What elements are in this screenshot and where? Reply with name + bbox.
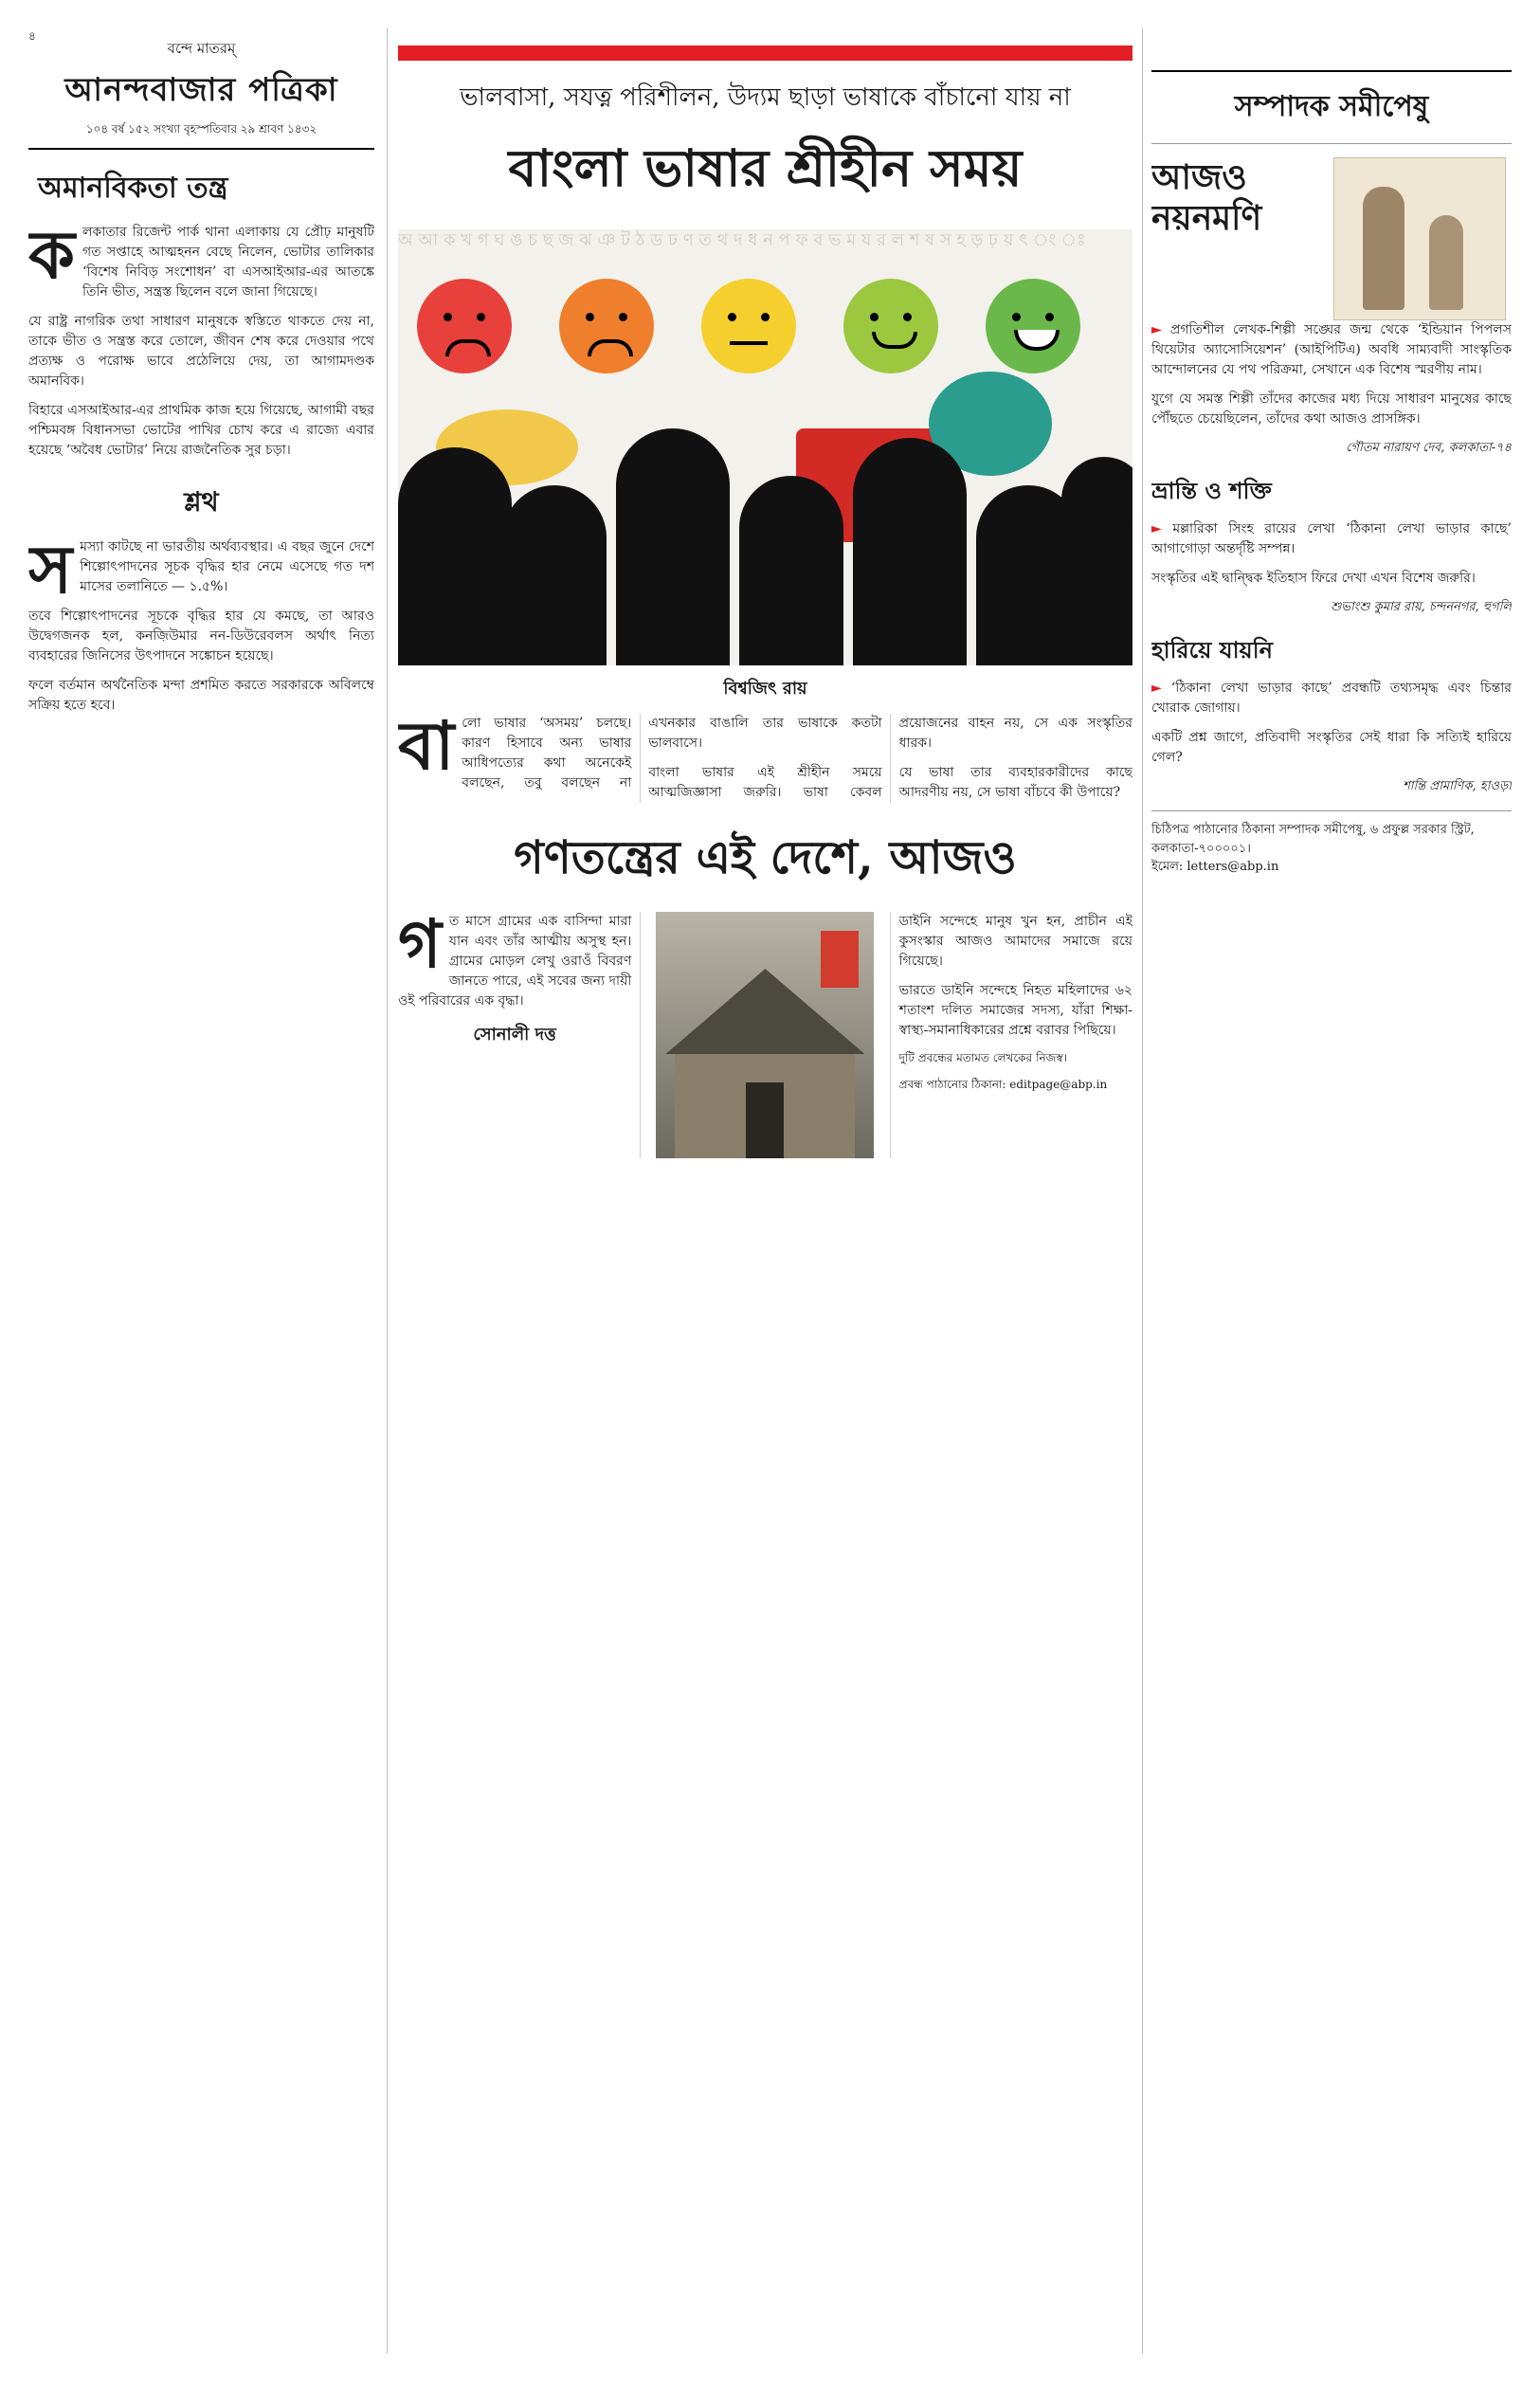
letter-signature: শুভাংশু কুমার রায়, চন্দননগর, হুগলি: [1331, 600, 1512, 614]
paragraph: লো ভাষার ‘অসময়’ চলছে। কারণ হিসাবে অন্য ভাষার আধিপত্যের কথা অনেকেই বলছেন, তবু বলছেন না এখনকার বাঙালি তার ভাষাকে কতটা ভালবাসে।: [462, 716, 882, 791]
arrow-icon: ►: [1151, 322, 1162, 337]
sketch-illustration: [1333, 157, 1506, 320]
hut-door: [746, 1082, 784, 1158]
paragraph: ভারতে ডাইনি সন্দেহে নিহত মহিলাদের ৬২ শতাংশ দলিত সমাজের সদস্য, যাঁরা শিক্ষা-স্বাস্থ্য-সমানাধিকারের প্রশ্নে বরাবর পিছিয়ে।: [898, 983, 1132, 1038]
letters-email[interactable]: ইমেল: letters@abp.in: [1151, 860, 1279, 874]
masthead-title: আনন্দবাজার পত্রিকা: [64, 71, 338, 109]
masthead-motto: বন্দে মাতরম্: [167, 40, 236, 57]
paragraph: ► ‘ঠিকানা লেখা ভাড়ার কাছে’ প্রবন্ধটি তথ্যসমৃদ্ধ এবং চিন্তার খোরাক জোগায়।: [1151, 681, 1512, 716]
second-headline: গণতন্ত্রের এই দেশে, আজও: [514, 831, 1017, 884]
lead-illustration: [398, 229, 1132, 665]
editorial-body: [28, 530, 374, 716]
center-column: [398, 28, 1132, 2354]
silhouette: [853, 438, 967, 665]
postal-address: চিঠিপত্র পাঠানোর ঠিকানা সম্পাদক সমীপেষু, ৬ প্রফুল্ল সরকার স্ট্রিট, কলকাতা-৭০০০০১।: [1151, 823, 1475, 856]
sad-face-icon: [559, 279, 654, 373]
dropcap: স: [28, 530, 73, 609]
editorial-title: শ্লথ: [184, 486, 219, 518]
contact-email: প্রবন্ধ পাঠানোর ঠিকানা: editpage@abp.in: [898, 1078, 1108, 1091]
smile-face-icon: [843, 279, 938, 373]
letter-title: ভ্রান্তি ও শক্তি: [1151, 477, 1272, 504]
lead-body: [398, 706, 1132, 803]
figure-sketch: [1363, 187, 1404, 310]
letters-section-title: সম্পাদক সমীপেষু: [1151, 70, 1512, 144]
lead-headline: বাংলা ভাষার শ্রীহীন সময়: [508, 137, 1023, 198]
left-column: [28, 28, 374, 2354]
accent-bar: [398, 45, 1132, 61]
figure-sketch: [1429, 215, 1463, 310]
dropcap: গ: [398, 904, 442, 983]
letter-signature: গৌতম নারায়ণ দেব, কলকাতা-৭৪: [1346, 441, 1512, 455]
happy-face-icon: [986, 279, 1080, 373]
paragraph: সংস্কৃতির এই দ্বান্দ্বিক ইতিহাস ফিরে দেখা এখন বিশেষ জরুরি।: [1151, 571, 1476, 586]
angry-face-icon: [417, 279, 512, 373]
footnote: দুটি প্রবন্ধের মতামত লেখকের নিজস্ব।: [898, 1051, 1068, 1064]
editorial-title: অমানবিকতা তন্ত্র: [38, 172, 228, 205]
paragraph: ডাইনি সন্দেহে মানুষ খুন হন, প্রাচীন এই কুসংস্কার আজও আমাদের সমাজে রয়ে গিয়েছে।: [898, 914, 1132, 969]
dateline: ১০৪ বর্ষ ১৫২ সংখ্যা বৃহস্পতিবার ২৯ শ্রাবণ ১৪৩২: [28, 121, 374, 150]
silhouette: [502, 485, 607, 665]
silhouette: [1061, 457, 1132, 665]
paragraph: ফলে বর্তমান অর্থনৈতিক মন্দা প্রশমিত করতে সরকারকে অবিলম্বে সক্রিয় হতে হবে।: [28, 678, 374, 713]
paragraph: যুগে যে সমস্ত শিল্পী তাঁদের কাজের মধ্য দিয়ে সাধারণ মানুষের কাছে পৌঁছতে চেয়েছিলেন, তাঁদের কথা আজও প্রাসঙ্গিক।: [1151, 391, 1512, 427]
paragraph: বাংলা ভাষার এই শ্রীহীন সময়ে আত্মজিজ্ঞাসা জরুরি। ভাষা কেবল প্রয়োজনের বাহন নয়, সে এক সংস্কৃতির ধারক।: [648, 716, 1132, 800]
paragraph: যে ভাষা তার ব্যবহারকারীদের কাছে আদরণীয় নয়, সে ভাষা বাঁচবে কী উপায়ে?: [898, 765, 1132, 800]
silhouette: [616, 428, 730, 665]
arrow-icon: ►: [1151, 521, 1162, 536]
dropcap: বা: [398, 706, 455, 785]
paragraph: যে রাষ্ট্র নাগরিক তথা সাধারণ মানুষকে স্বস্তিতে থাকতে দেয় না, তাকে ভীত ও সন্ত্রস্ত করে তোলে, জীবন শেষ করে দেওয়ার পথে প্রত্যক্ষ ও পরোক্ষ ভাবে প্রঠেলিয়ে দেয়, তা আগামদণ্ডক অমানবিক।: [28, 314, 374, 389]
paragraph: লকাতার রিজেন্ট পার্ক থানা এলাকায় যে প্রৌঢ় মানুষটি গত সপ্তাহে আত্মহনন বেছে নিলেন, ভোটার তালিকার ‘বিশেষ নিবিড় সংশোধন’ বা এসআইআর-এর আতঙ্কে তিনি ভীত, সন্ত্রস্ত ছিলেন বলে জানা গিয়েছে।: [82, 225, 374, 300]
paragraph: ► প্রগতিশীল লেখক-শিল্পী সঙ্ঘের জন্ম থেকে ‘ইন্ডিয়ান পিপলস থিয়েটার অ্যাসোসিয়েশন’ (আইপিটিএ) অবধি সাম্যবাদী সাংস্কৃতিক আন্দোলনের যে পথ পরিক্রমা, সেখানে এক বিশেষ স্মরণীয় নাম।: [1151, 322, 1512, 377]
column-divider: [1142, 28, 1143, 2354]
paragraph: তবে শিল্পোৎপাদনের সূচকে বৃদ্ধির হার যে কমছে, তা আরও উদ্বেগজনক হল, কনজ়িউমার নন-ডিউরেবলস অর্থাৎ নিত্য ব্যবহারের জিনিসের উৎপাদনে সঙ্কোচন হয়েছে।: [28, 609, 374, 664]
letter-signature: শান্তি প্রামাণিক, হাওড়া: [1403, 779, 1512, 793]
silhouette: [739, 476, 843, 665]
letter-header: [1151, 157, 1512, 320]
lead-kicker: ভালবাসা, সযত্ন পরিশীলন, উদ্যম ছাড়া ভাষাকে বাঁচানো যায় না: [460, 83, 1071, 112]
neutral-face-icon: [701, 279, 796, 373]
folio: ৪: [28, 29, 36, 43]
paragraph: একটি প্রশ্ন জাগে, প্রতিবাদী সংস্কৃতির সেই ধারা কি সত্যিই হারিয়ে গেল?: [1151, 730, 1512, 765]
letter-title: হারিয়ে যায়নি: [1151, 636, 1273, 664]
column-divider: [387, 28, 388, 2354]
dropcap: ক: [28, 215, 75, 294]
paragraph: ► মল্লারিকা সিংহ রায়ের লেখা ‘ঠিকানা লেখা ভাড়ার কাছে’ আগাগোড়া অন্তর্দৃষ্টি সম্পন্ন।: [1151, 521, 1512, 556]
second-byline: সোনালী দত্ত: [473, 1025, 556, 1045]
letters-address: [1151, 810, 1512, 877]
letter-title: আজও নয়নমণি: [1151, 157, 1262, 239]
lead-byline: বিশ্বজিৎ রায়: [723, 679, 807, 699]
arrow-icon: ►: [1151, 681, 1162, 696]
silhouette: [398, 447, 512, 665]
hut-photo: [656, 912, 874, 1158]
paragraph: ত মাসে গ্রামের এক বাসিন্দা মারা যান এবং তাঁর আত্মীয় অসুস্থ হন। গ্রামের মোড়ল লেখু ওরাওঁ বিবরণ জানতে পারে, এই সবের জন্য দায়ী ওই পরিবারের এক বৃদ্ধা।: [398, 914, 632, 1009]
editorial-body: [28, 215, 374, 461]
second-body: [398, 904, 1132, 1158]
paragraph: বিহারে এসআইআর-এর প্রাথমিক কাজ হয়ে গিয়েছে, আগামী বছর পশ্চিমবঙ্গ বিধানসভা ভোটের পাখির চোখ করে এ রাজ্যে এবার হয়েছে ‘অবৈধ ভোটার’ নিয়ে রাজনৈতিক সুর চড়া।: [28, 403, 374, 458]
letter-background: অ আ ক খ গ ঘ ঙ চ ছ জ ঝ ঞ ট ঠ ড ঢ ণ ত থ দ ধ ন প ফ ব ভ ম য র ল শ ষ স হ ড় ঢ় য় ৎ ং ঃ: [398, 230, 1086, 250]
paragraph: মস্যা কাটছে না ভারতীয় অর্থব্যবস্থার। এ বছর জুনে দেশে শিল্পোৎপাদনের সূচক বৃদ্ধির হার নেমে এসেছে গত দশ মাসের তলানিতে — ১.৫%।: [80, 539, 374, 594]
letters-column: [1151, 28, 1512, 2354]
red-figure: [821, 931, 859, 988]
